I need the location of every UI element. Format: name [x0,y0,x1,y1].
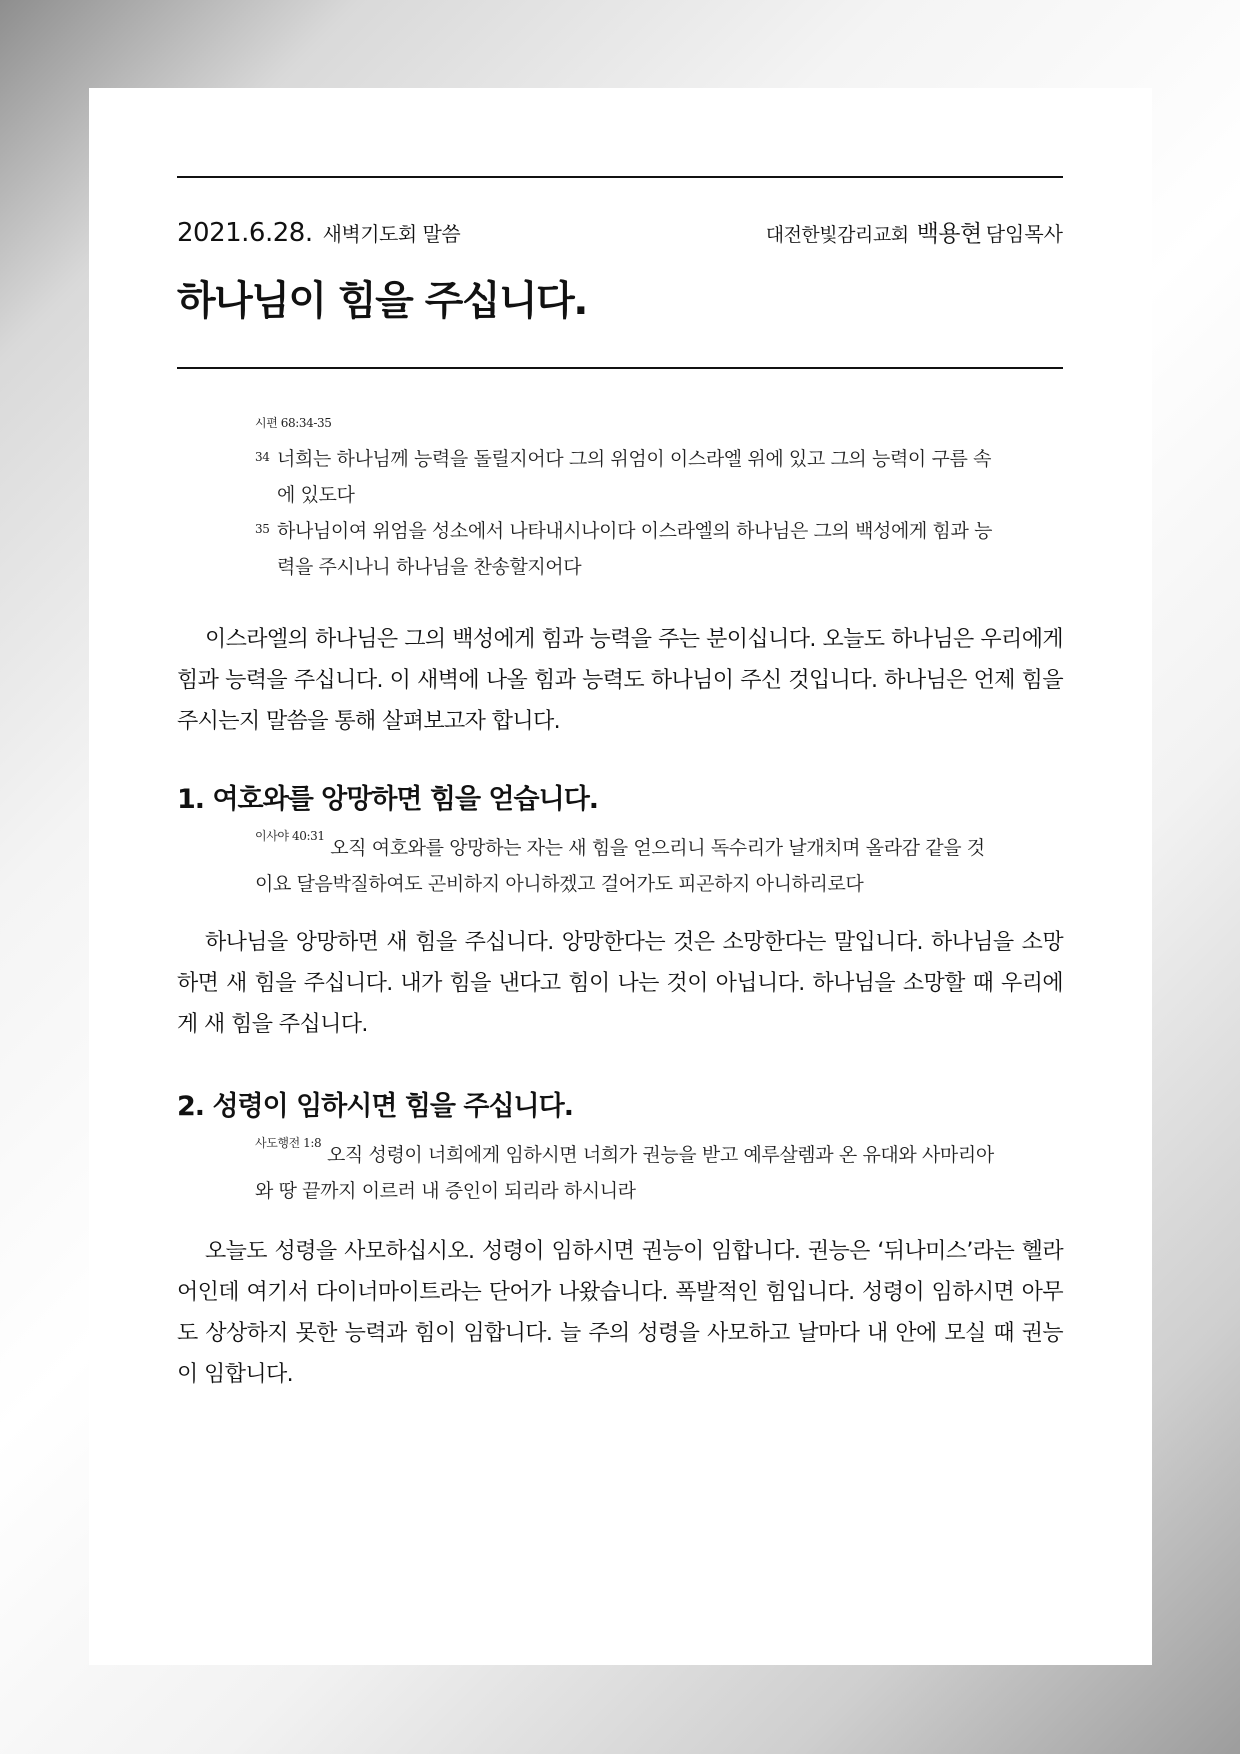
section-heading: 2. 성령이 임하시면 힘을 주십니다. [177,1091,573,1122]
sermon-title: 하나님이 힘을 주십니다. [177,278,587,324]
quote-text: 오직 여호와를 앙망하는 자는 새 힘을 얻으리니 독수리가 날개치며 올라감 같을 것이요 달음박질하여도 곤비하지 아니하겠고 걸어가도 피곤하지 아니하리로다 [255,837,985,895]
scripture-reference: 시편 68:34-35 [255,416,332,430]
section-paragraph: 하나님을 앙망하면 새 힘을 주십니다. 앙망한다는 것은 소망한다는 말입니다. 하나님을 소망하면 새 힘을 주십니다. 내가 힘을 낸다고 힘이 나는 것이 아닙니다. 하나님을 소망할 때 우리에게 새 힘을 주십니다. [177,930,1063,1037]
church-name: 대전한빛감리교회 [765,224,909,246]
title-rule [177,367,1063,369]
verse-text: 하나님이여 위엄을 성소에서 나타내시나이다 이스라엘의 하나님은 그의 백성에게 힘과 능력을 주시나니 하나님을 찬송할지어다 [277,520,993,578]
section-quote [255,1137,997,1209]
intro-paragraph: 이스라엘의 하나님은 그의 백성에게 힘과 능력을 주는 분이십니다. 오늘도 하나님은 우리에게 힘과 능력을 주십니다. 이 새벽에 나올 힘과 능력도 하나님이 주신 것입니다. 하나님은 언제 힘을 주시는지 말씀을 통해 살펴보고자 합니다. [177,627,1063,734]
quote-reference: 이사야 40:31 [255,829,325,843]
quote-reference: 사도행전 1:8 [255,1136,322,1150]
verse-number: 34 [255,450,270,464]
section-heading: 1. 여호와를 앙망하면 힘을 얻습니다. [177,784,599,815]
sermon-date: 2021.6.28. [177,218,313,248]
header-right [766,219,1063,251]
section-paragraph: 오늘도 성령을 사모하십시오. 성령이 임하시면 권능이 임합니다. 권능은 ‘뒤나미스’라는 헬라어인데 여기서 다이너마이트라는 단어가 나왔습니다. 폭발적인 힘입니다. 성령이 임하시면 아무도 상상하지 못한 능력과 힘이 임합니다. 늘 주의 성령을 사모하고 날마다 내 안에 모실 때 권능이 임합니다. [177,1239,1063,1387]
section-quote [255,830,997,902]
pastor-name: 백용현 [916,221,982,247]
verse-text: 너희는 하나님께 능력을 돌릴지어다 그의 위엄이 이스라엘 위에 있고 그의 능력이 구름 속에 있도다 [277,448,992,506]
top-rule [177,176,1063,178]
scripture-verse [255,513,1005,585]
header-left [177,218,460,251]
scripture-verse [255,441,1005,513]
main-scripture [255,415,1005,585]
pastor-title: 담임목사 [985,222,1063,246]
quote-text: 오직 성령이 너희에게 임하시면 너희가 권능을 받고 예루살렘과 온 유대와 사마리아와 땅 끝까지 이르러 내 증인이 되리라 하시니라 [255,1144,994,1202]
document-page [89,88,1152,1665]
header-row [177,218,1063,251]
service-name: 새벽기도회 말씀 [322,222,461,246]
verse-number: 35 [255,522,270,536]
document-content [177,176,1063,1395]
